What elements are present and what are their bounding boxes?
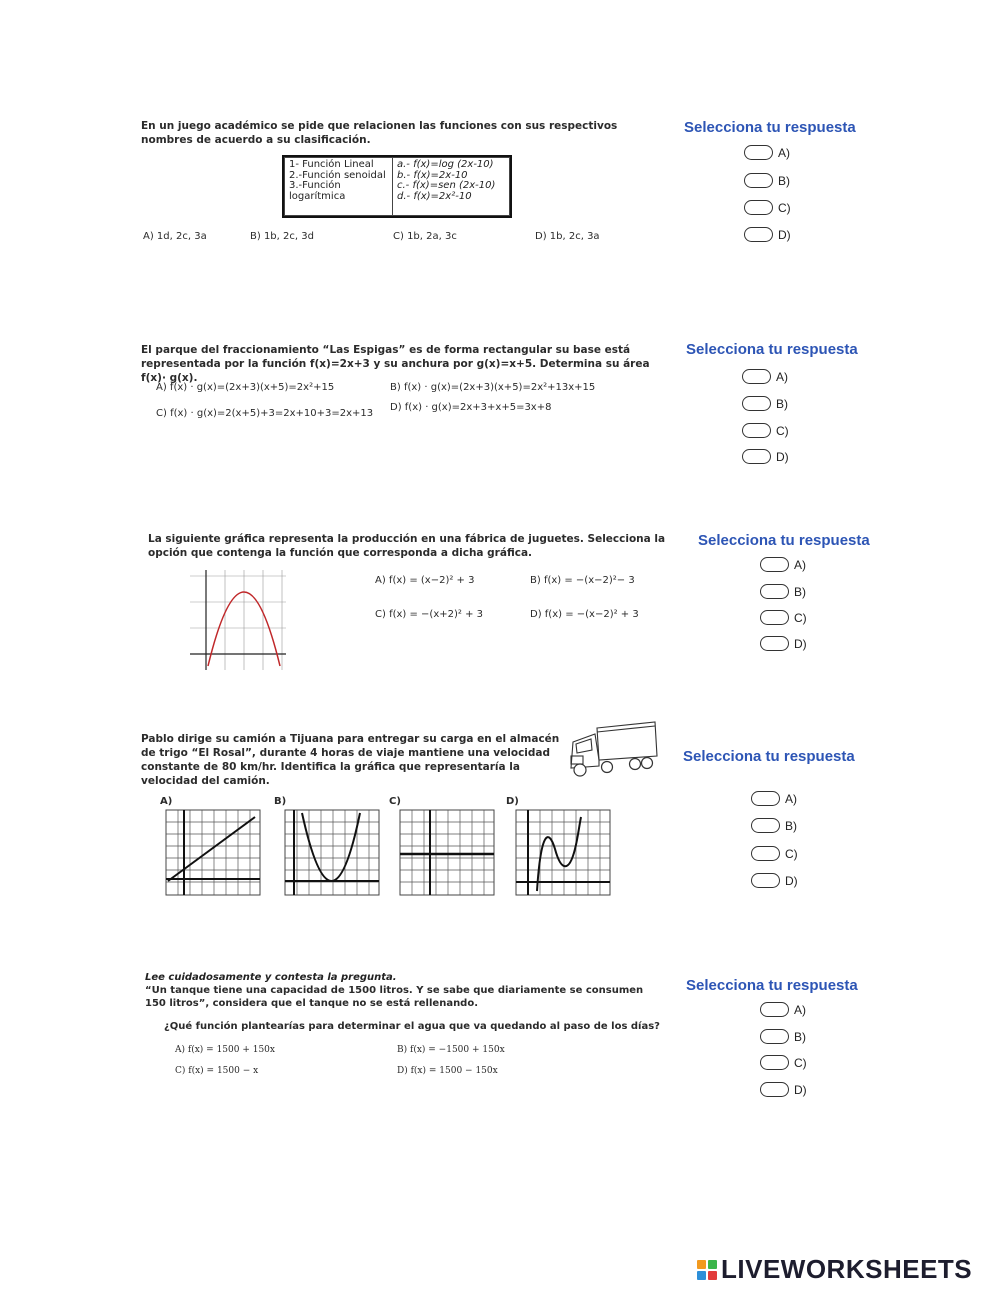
choice-label: D)	[776, 449, 789, 464]
radio-pill[interactable]	[744, 227, 773, 242]
choice-label: B)	[778, 173, 790, 188]
q4-graph-d	[515, 809, 611, 896]
q5-intro: Lee cuidadosamente y contesta la pregunta.	[145, 972, 397, 983]
graph-grid	[190, 570, 286, 670]
q1-table-right-d: d.- f(x)=2x²-10	[397, 190, 472, 202]
radio-pill[interactable]	[760, 610, 789, 625]
radio-pill[interactable]	[760, 557, 789, 572]
choice-label: D)	[778, 227, 791, 242]
q1-choice-d[interactable]	[744, 227, 791, 242]
radio-pill[interactable]	[751, 873, 780, 888]
logo-block-i	[708, 1260, 717, 1269]
q2-choice-c[interactable]	[742, 423, 789, 438]
q5-text: “Un tanque tiene una capacidad de 1500 litros. Y se sabe que diariamente se consumen 150 litros”, considera que el tanque no se está rellenando.	[145, 985, 644, 1009]
logo-blocks-icon	[697, 1260, 717, 1280]
truck-icon	[567, 720, 659, 780]
choice-label: D)	[794, 1082, 807, 1097]
q2-option-a: A) f(x) · g(x)=(2x+3)(x+5)=2x²+15	[156, 382, 335, 393]
radio-pill[interactable]	[760, 1055, 789, 1070]
choice-label: A)	[776, 369, 788, 384]
q3-choice-b[interactable]	[760, 584, 806, 599]
q4-graph-a	[165, 809, 261, 896]
q5-option-d: D) f(x) = 1500 − 150x	[397, 1066, 498, 1076]
choice-label: A)	[794, 1002, 806, 1017]
choice-label: C)	[794, 610, 807, 625]
q2-option-d: D) f(x) · g(x)=2x+3+x+5=3x+8	[390, 402, 552, 413]
choice-label: B)	[785, 818, 797, 833]
choice-label: B)	[776, 396, 788, 411]
q4-choice-c[interactable]	[751, 846, 798, 861]
q1-select-title: Selecciona tu respuesta	[684, 119, 856, 136]
q4-graph-label-d: D)	[506, 796, 519, 807]
q1-text: En un juego académico se pide que relacionen las funciones con sus respectivos nombres de acuerdo a su clasificación.	[141, 120, 618, 146]
q1-option-a: A) 1d, 2c, 3a	[143, 231, 207, 242]
q2-choice-a[interactable]	[742, 369, 788, 384]
q5-option-c: C) f(x) = 1500 − x	[175, 1066, 259, 1076]
q4-text: Pablo dirige su camión a Tijuana para entregar su carga en el almacén de trigo “El Rosal”, durante 4 horas de viaje mantiene una velocidad constante de 80 km/hr. Identifica la gráfica que representaría la velocidad del camión.	[141, 733, 560, 787]
q5-question: ¿Qué función plantearías para determinar el agua que va quedando al paso de los días?	[164, 1021, 660, 1032]
q5-select-title: Selecciona tu respuesta	[686, 977, 858, 994]
logo-block-l	[697, 1260, 706, 1269]
q5-choice-a[interactable]	[760, 1002, 806, 1017]
q3-option-b: B) f(x) = −(x−2)²− 3	[530, 575, 635, 586]
q4-graph-label-a: A)	[160, 796, 173, 807]
radio-pill[interactable]	[760, 584, 789, 599]
liveworksheets-logo	[697, 1254, 972, 1285]
q3-choice-a[interactable]	[760, 557, 806, 572]
choice-label: A)	[785, 791, 797, 806]
choice-label: D)	[794, 636, 807, 651]
choice-label: B)	[794, 1029, 806, 1044]
q3-choice-d[interactable]	[760, 636, 807, 651]
q3-choice-c[interactable]	[760, 610, 807, 625]
logo-block-e	[708, 1271, 717, 1280]
q1-choice-a[interactable]	[744, 145, 790, 160]
radio-pill[interactable]	[760, 1029, 789, 1044]
radio-pill[interactable]	[751, 846, 780, 861]
q4-choice-b[interactable]	[751, 818, 797, 833]
q3-option-c: C) f(x) = −(x+2)² + 3	[375, 609, 483, 620]
q5-option-b: B) f(x) = −1500 + 150x	[397, 1045, 505, 1055]
q1-choice-b[interactable]	[744, 173, 790, 188]
q4-select-title: Selecciona tu respuesta	[683, 748, 855, 765]
q5-choice-d[interactable]	[760, 1082, 807, 1097]
choice-label: C)	[778, 200, 791, 215]
q1-table-right-a: a.- f(x)=log (2x-10)	[397, 159, 494, 170]
q1-table-left-2: 2.-Función senoidal	[289, 169, 386, 181]
q3-parabola-graph	[188, 568, 288, 672]
q2-choice-d[interactable]	[742, 449, 789, 464]
radio-pill[interactable]	[742, 423, 771, 438]
q2-select-title: Selecciona tu respuesta	[686, 341, 858, 358]
radio-pill[interactable]	[742, 369, 771, 384]
q4-choice-a[interactable]	[751, 791, 797, 806]
choice-label: B)	[794, 584, 806, 599]
radio-pill[interactable]	[744, 173, 773, 188]
q3-select-title: Selecciona tu respuesta	[698, 532, 870, 549]
q1-option-b: B) 1b, 2c, 3d	[250, 231, 314, 242]
logo-block-v	[697, 1271, 706, 1280]
q3-text: La siguiente gráfica representa la producción en una fábrica de juguetes. Selecciona la opción que contenga la función que corresponda a dicha gráfica.	[148, 533, 666, 559]
radio-pill[interactable]	[742, 449, 771, 464]
q4-graph-b	[284, 809, 380, 896]
q1-table	[282, 155, 512, 218]
radio-pill[interactable]	[744, 200, 773, 215]
q1-option-d: D) 1b, 2c, 3a	[535, 231, 600, 242]
q4-graph-label-c: C)	[389, 796, 401, 807]
brand-name: LIVEWORKSHEETS	[721, 1254, 973, 1284]
q1-option-c: C) 1b, 2a, 3c	[393, 231, 457, 242]
radio-pill[interactable]	[760, 636, 789, 651]
q2-choice-b[interactable]	[742, 396, 788, 411]
q4-graph-label-b: B)	[274, 796, 287, 807]
choice-label: D)	[785, 873, 798, 888]
choice-label: A)	[794, 557, 806, 572]
q1-choice-c[interactable]	[744, 200, 791, 215]
q4-choice-d[interactable]	[751, 873, 798, 888]
q5-choice-b[interactable]	[760, 1029, 806, 1044]
q5-option-a: A) f(x) = 1500 + 150x	[175, 1045, 275, 1055]
q2-option-c: C) f(x) · g(x)=2(x+5)+3=2x+10+3=2x+13	[156, 408, 374, 419]
choice-label: A)	[778, 145, 790, 160]
q1-table-left-1: 1- Función Lineal	[289, 159, 374, 170]
q1-table-left-3: 3.-Función logarítmica	[289, 180, 346, 202]
q1-table-right-b: b.- f(x)=2x-10	[397, 169, 468, 181]
radio-pill[interactable]	[751, 818, 780, 833]
q2-option-b: B) f(x) · g(x)=(2x+3)(x+5)=2x²+13x+15	[390, 382, 596, 393]
radio-pill[interactable]	[742, 396, 771, 411]
q2-text: El parque del fraccionamiento “Las Espigas” es de forma rectangular su base está representada por la función f(x)=2x+3 y su anchura por g(x)=x+5. Determina su área f(x)· g(x).	[141, 344, 650, 384]
radio-pill[interactable]	[760, 1082, 789, 1097]
q3-option-d: D) f(x) = −(x−2)² + 3	[530, 609, 639, 620]
choice-label: C)	[785, 846, 798, 861]
radio-pill[interactable]	[744, 145, 773, 160]
radio-pill[interactable]	[760, 1002, 789, 1017]
choice-label: C)	[776, 423, 789, 438]
choice-label: C)	[794, 1055, 807, 1070]
q1-table-right-c: c.- f(x)=sen (2x-10)	[397, 180, 496, 191]
radio-pill[interactable]	[751, 791, 780, 806]
q5-choice-c[interactable]	[760, 1055, 807, 1070]
q4-graph-c	[399, 809, 495, 896]
q3-option-a: A) f(x) = (x−2)² + 3	[375, 575, 475, 586]
